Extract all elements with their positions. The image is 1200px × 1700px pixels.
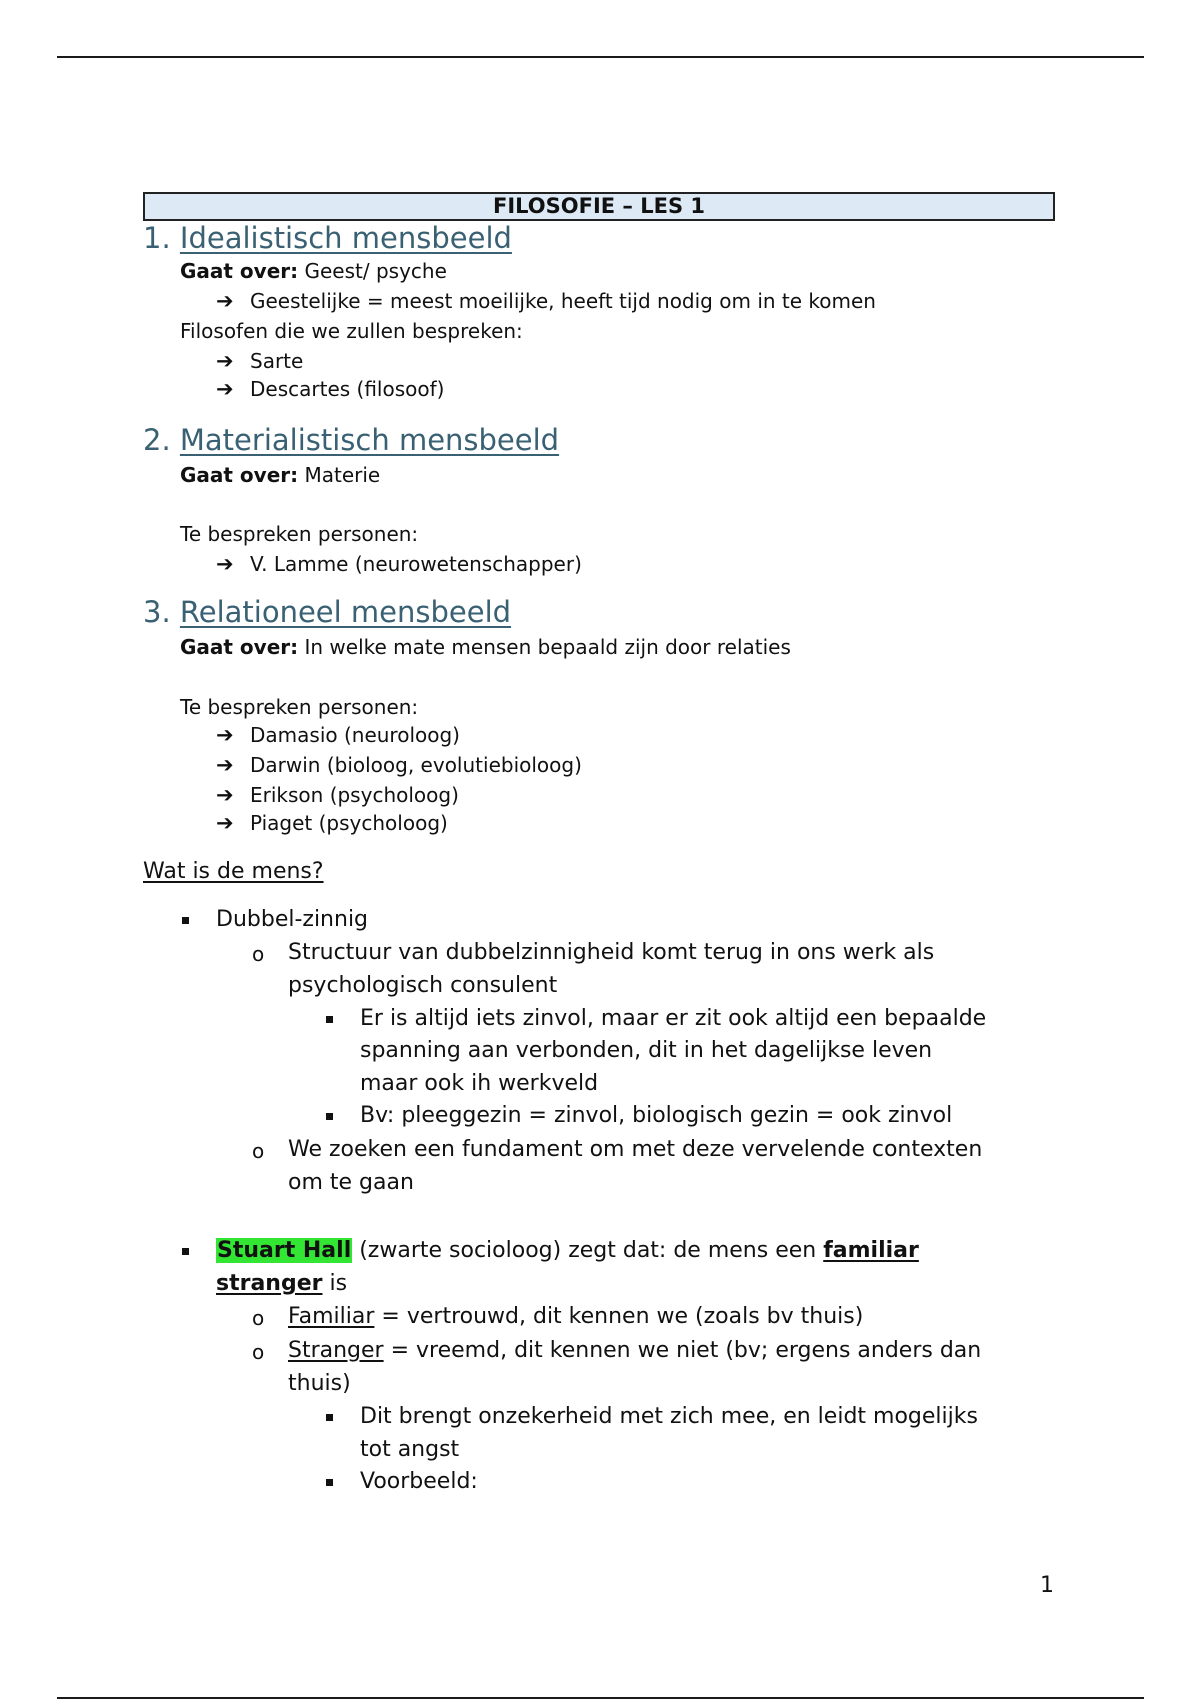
section-3-person: ➔ Piaget (psycholoog) <box>216 811 448 835</box>
arrow-icon: ➔ <box>216 349 234 373</box>
circle-bullet-icon: o <box>252 942 265 966</box>
bullet-square-icon <box>326 1479 333 1486</box>
bullet-square-icon <box>326 1113 333 1120</box>
arrow-icon: ➔ <box>216 377 234 401</box>
circle-bullet-icon: o <box>252 1306 265 1330</box>
bullet-stuart-hall-cont: stranger is <box>216 1271 348 1296</box>
top-rule <box>57 56 1144 58</box>
sub-sub-item-line: spanning aan verbonden, dit in het dagelijkse leven <box>360 1038 933 1063</box>
question-heading: Wat is de mens? <box>143 859 324 884</box>
section-3-gaat-over: Gaat over: In welke mate mensen bepaald zijn door relaties <box>180 635 791 659</box>
arrow-icon: ➔ <box>216 723 234 747</box>
section-3-person: ➔ Darwin (bioloog, evolutiebioloog) <box>216 753 582 777</box>
familiar-item: Familiar = vertrouwd, dit kennen we (zoals bv thuis) <box>288 1304 864 1329</box>
arrow-icon: ➔ <box>216 753 234 777</box>
sub-sub-item-line: Voorbeeld: <box>360 1469 478 1494</box>
bullet-square-icon <box>326 1016 333 1023</box>
section-1-arrow-item: ➔ Geestelijke = meest moeilijke, heeft tijd nodig om in te komen <box>216 289 876 313</box>
arrow-icon: ➔ <box>216 783 234 807</box>
section-1-heading: 1. Idealistisch mensbeeld <box>143 221 512 255</box>
section-2-person: ➔ V. Lamme (neurowetenschapper) <box>216 552 582 576</box>
sub-item-line: Structuur van dubbelzinnigheid komt terug in ons werk als <box>288 940 935 965</box>
section-2-heading: 2. Materialistisch mensbeeld <box>143 423 560 457</box>
section-1-person: ➔ Sarte <box>216 349 304 373</box>
highlighted-name: Stuart Hall <box>217 1238 352 1263</box>
bullet-square-icon <box>326 1414 333 1421</box>
sub-sub-item-line: Bv: pleeggezin = zinvol, biologisch gezin = ook zinvol <box>360 1103 953 1128</box>
section-1-intro: Filosofen die we zullen bespreken: <box>180 319 523 343</box>
section-3-person: ➔ Damasio (neuroloog) <box>216 723 460 747</box>
bullet-dubbelzinnig: Dubbel-zinnig <box>216 907 369 932</box>
section-2-intro: Te bespreken personen: <box>180 522 419 546</box>
circle-bullet-icon: o <box>252 1139 265 1163</box>
arrow-icon: ➔ <box>216 289 234 313</box>
section-1-gaat-over: Gaat over: Geest/ psyche <box>180 259 447 283</box>
bullet-square-icon <box>182 917 189 924</box>
section-3-person: ➔ Erikson (psycholoog) <box>216 783 459 807</box>
section-3-intro: Te bespreken personen: <box>180 695 419 719</box>
stranger-item: Stranger = vreemd, dit kennen we niet (bv; ergens anders dan <box>288 1338 982 1363</box>
arrow-icon: ➔ <box>216 811 234 835</box>
section-3-heading: 3. Relationeel mensbeeld <box>143 595 512 629</box>
sub-item-line: psychologisch consulent <box>288 973 558 998</box>
bullet-square-icon <box>182 1248 189 1255</box>
sub-sub-item-line: Dit brengt onzekerheid met zich mee, en leidt mogelijks <box>360 1404 978 1429</box>
bullet-stuart-hall: Stuart Hall (zwarte socioloog) zegt dat: de mens een familiar <box>217 1238 919 1263</box>
document-title: FILOSOFIE – LES 1 <box>143 192 1055 221</box>
sub-sub-item-line: maar ook ih werkveld <box>360 1071 599 1096</box>
section-2-gaat-over: Gaat over: Materie <box>180 463 381 487</box>
sub-item-line: om te gaan <box>288 1170 414 1195</box>
circle-bullet-icon: o <box>252 1340 265 1364</box>
arrow-icon: ➔ <box>216 552 234 576</box>
section-1-person: ➔ Descartes (filosoof) <box>216 377 445 401</box>
sub-sub-item-line: tot angst <box>360 1437 460 1462</box>
sub-item-line: We zoeken een fundament om met deze vervelende contexten <box>288 1137 983 1162</box>
bottom-rule <box>57 1697 1144 1699</box>
stranger-item-cont: thuis) <box>288 1371 351 1396</box>
page-number: 1 <box>1040 1573 1054 1598</box>
sub-sub-item-line: Er is altijd iets zinvol, maar er zit ook altijd een bepaalde <box>360 1006 987 1031</box>
